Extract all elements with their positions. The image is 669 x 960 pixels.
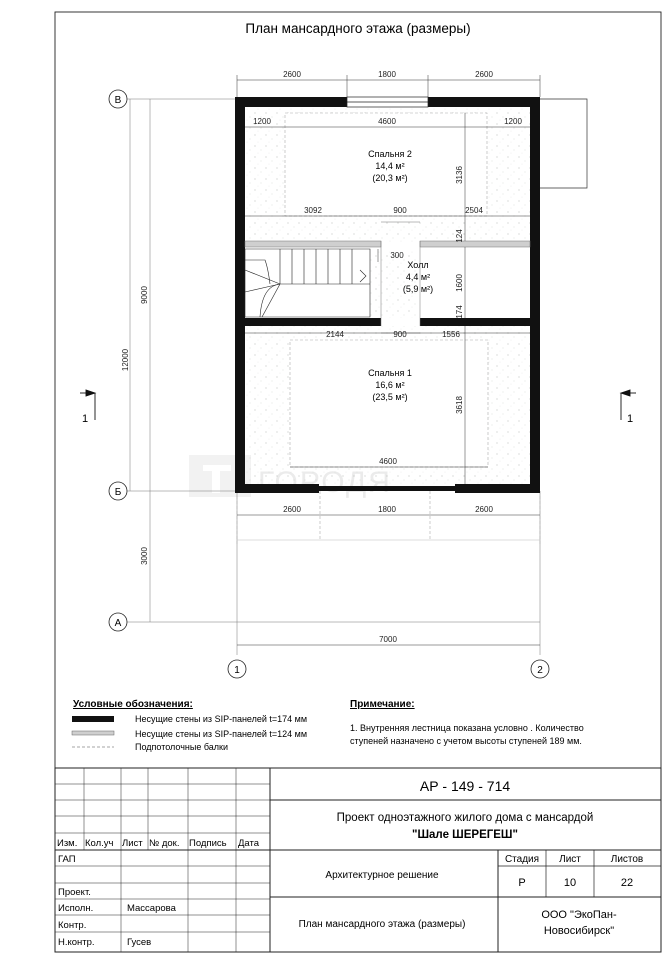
dim-bottom-2: 1800 bbox=[378, 505, 396, 514]
dim-inner-3: 1200 bbox=[504, 117, 522, 126]
dim-mid-lower-3: 1556 bbox=[442, 330, 460, 339]
room-area-total: (20,3 м²) bbox=[372, 173, 408, 183]
svg-text:2: 2 bbox=[537, 665, 543, 676]
window-top bbox=[347, 97, 428, 107]
axis-bubble-a bbox=[109, 613, 127, 631]
svg-text:Лист: Лист bbox=[122, 838, 143, 849]
legend-item-beams: Подпотолочные балки bbox=[135, 742, 229, 752]
dim-bottom-inner: 4600 bbox=[379, 457, 397, 466]
doc-code: АР - 149 - 714 bbox=[419, 778, 511, 794]
sheets-value: 22 bbox=[620, 877, 634, 889]
room-area: 4,4 м² bbox=[405, 272, 431, 282]
legend-item-124: Несущие стены из SIP-панелей t=124 мм bbox=[135, 729, 308, 739]
stage-label: Стадия bbox=[504, 854, 540, 865]
svg-text:Б: Б bbox=[114, 487, 122, 498]
stage-value: Р bbox=[518, 877, 526, 889]
dim-v-124: 124 bbox=[455, 229, 464, 243]
svg-text:Подпись: Подпись bbox=[189, 838, 227, 849]
sheet-label: Лист bbox=[559, 854, 581, 865]
svg-text:Проект.: Проект. bbox=[58, 887, 91, 898]
svg-text:В: В bbox=[114, 95, 122, 106]
svg-text:1: 1 bbox=[234, 665, 240, 676]
note-line-1: 1. Внутренняя лестница показана условно . Количество bbox=[350, 723, 584, 733]
sheet-value: 10 bbox=[563, 877, 577, 889]
porch-beams bbox=[237, 491, 540, 545]
title-block-headers bbox=[57, 838, 260, 849]
svg-text:Контр.: Контр. bbox=[58, 920, 87, 931]
legend-title: Условные обозначения: bbox=[73, 699, 193, 710]
staircase bbox=[245, 249, 370, 317]
svg-text:Дата: Дата bbox=[238, 838, 260, 849]
section-name: Архитектурное решение bbox=[325, 870, 439, 881]
axis-bubble-1 bbox=[228, 660, 246, 678]
title-block-roles bbox=[58, 854, 95, 948]
axis-bubble-2 bbox=[531, 660, 549, 678]
note-line-2: ступеней назначено с учетом высоты ступеней 189 мм. bbox=[350, 736, 582, 746]
balcony-outline bbox=[540, 99, 587, 188]
dim-left-lower: 3000 bbox=[140, 547, 149, 565]
dim-inner-1: 1200 bbox=[253, 117, 271, 126]
room-area: 16,6 м² bbox=[375, 380, 405, 390]
room-hall bbox=[403, 260, 433, 294]
dim-v-hall: 1600 bbox=[455, 274, 464, 292]
dim-left-upper: 9000 bbox=[140, 286, 149, 304]
project-line-2: "Шале ШЕРЕГЕШ" bbox=[412, 829, 518, 841]
dim-hall-300: 300 bbox=[390, 251, 404, 260]
room-area-total: (5,9 м²) bbox=[402, 284, 434, 294]
dim-bottom-1: 2600 bbox=[283, 505, 301, 514]
legend-swatch-174 bbox=[72, 716, 114, 722]
room-area: 14,4 м² bbox=[375, 161, 405, 171]
section-label-left: 1 bbox=[82, 413, 89, 425]
dim-inner-2: 4600 bbox=[378, 117, 396, 126]
dim-mid-upper-1: 3092 bbox=[304, 206, 322, 215]
svg-text:№ док.: № док. bbox=[149, 838, 180, 849]
dim-mid-upper-3: 2504 bbox=[465, 206, 483, 215]
dim-mid-upper-2: 900 bbox=[393, 206, 407, 215]
stamp-drawing-title: План мансардного этажа (размеры) bbox=[298, 919, 466, 930]
svg-text:Исполн.: Исполн. bbox=[58, 903, 94, 914]
company-line-2: Новосибирск" bbox=[543, 925, 615, 937]
room-name: Спальня 2 bbox=[368, 149, 412, 159]
note-title: Примечание: bbox=[350, 699, 415, 710]
dim-v-upper: 3136 bbox=[455, 166, 464, 184]
dim-v-lower: 3618 bbox=[455, 396, 464, 414]
section-label-right: 1 bbox=[627, 413, 634, 425]
dim-mid-lower-2: 900 bbox=[393, 330, 407, 339]
svg-text:Гусев: Гусев bbox=[127, 937, 152, 948]
dim-mid-lower-1: 2144 bbox=[326, 330, 344, 339]
legend-item-174: Несущие стены из SIP-панелей t=174 мм bbox=[135, 714, 308, 724]
sheets-label: Листов bbox=[610, 854, 644, 865]
dim-overall: 7000 bbox=[379, 635, 397, 644]
room-name: Холл bbox=[407, 260, 429, 270]
svg-text:Изм.: Изм. bbox=[57, 838, 78, 849]
dim-top-2: 1800 bbox=[378, 70, 396, 79]
svg-text:Кол.уч: Кол.уч bbox=[85, 838, 114, 849]
room-area-total: (23,5 м²) bbox=[372, 392, 408, 402]
legend-swatch-124 bbox=[72, 731, 114, 735]
room-name: Спальня 1 bbox=[368, 368, 412, 378]
axis-bubble-v bbox=[109, 90, 127, 108]
dim-bottom-3: 2600 bbox=[475, 505, 493, 514]
dim-v-174: 174 bbox=[455, 305, 464, 319]
dim-left-total: 12000 bbox=[121, 348, 130, 372]
svg-text:Массарова: Массарова bbox=[127, 903, 176, 914]
svg-text:ГАП: ГАП bbox=[58, 854, 76, 865]
svg-text:Н.контр.: Н.контр. bbox=[58, 937, 95, 948]
title-block-names bbox=[127, 903, 177, 948]
axis-bubble-b bbox=[109, 482, 127, 500]
svg-text:А: А bbox=[114, 618, 122, 629]
dim-top-1: 2600 bbox=[283, 70, 301, 79]
project-line-1: Проект одноэтажного жилого дома с мансардой bbox=[336, 812, 594, 824]
company-line-1: ООО "ЭкоПан- bbox=[541, 909, 617, 921]
dim-top-3: 2600 bbox=[475, 70, 493, 79]
drawing-title: План мансардного этажа (размеры) bbox=[245, 21, 471, 36]
